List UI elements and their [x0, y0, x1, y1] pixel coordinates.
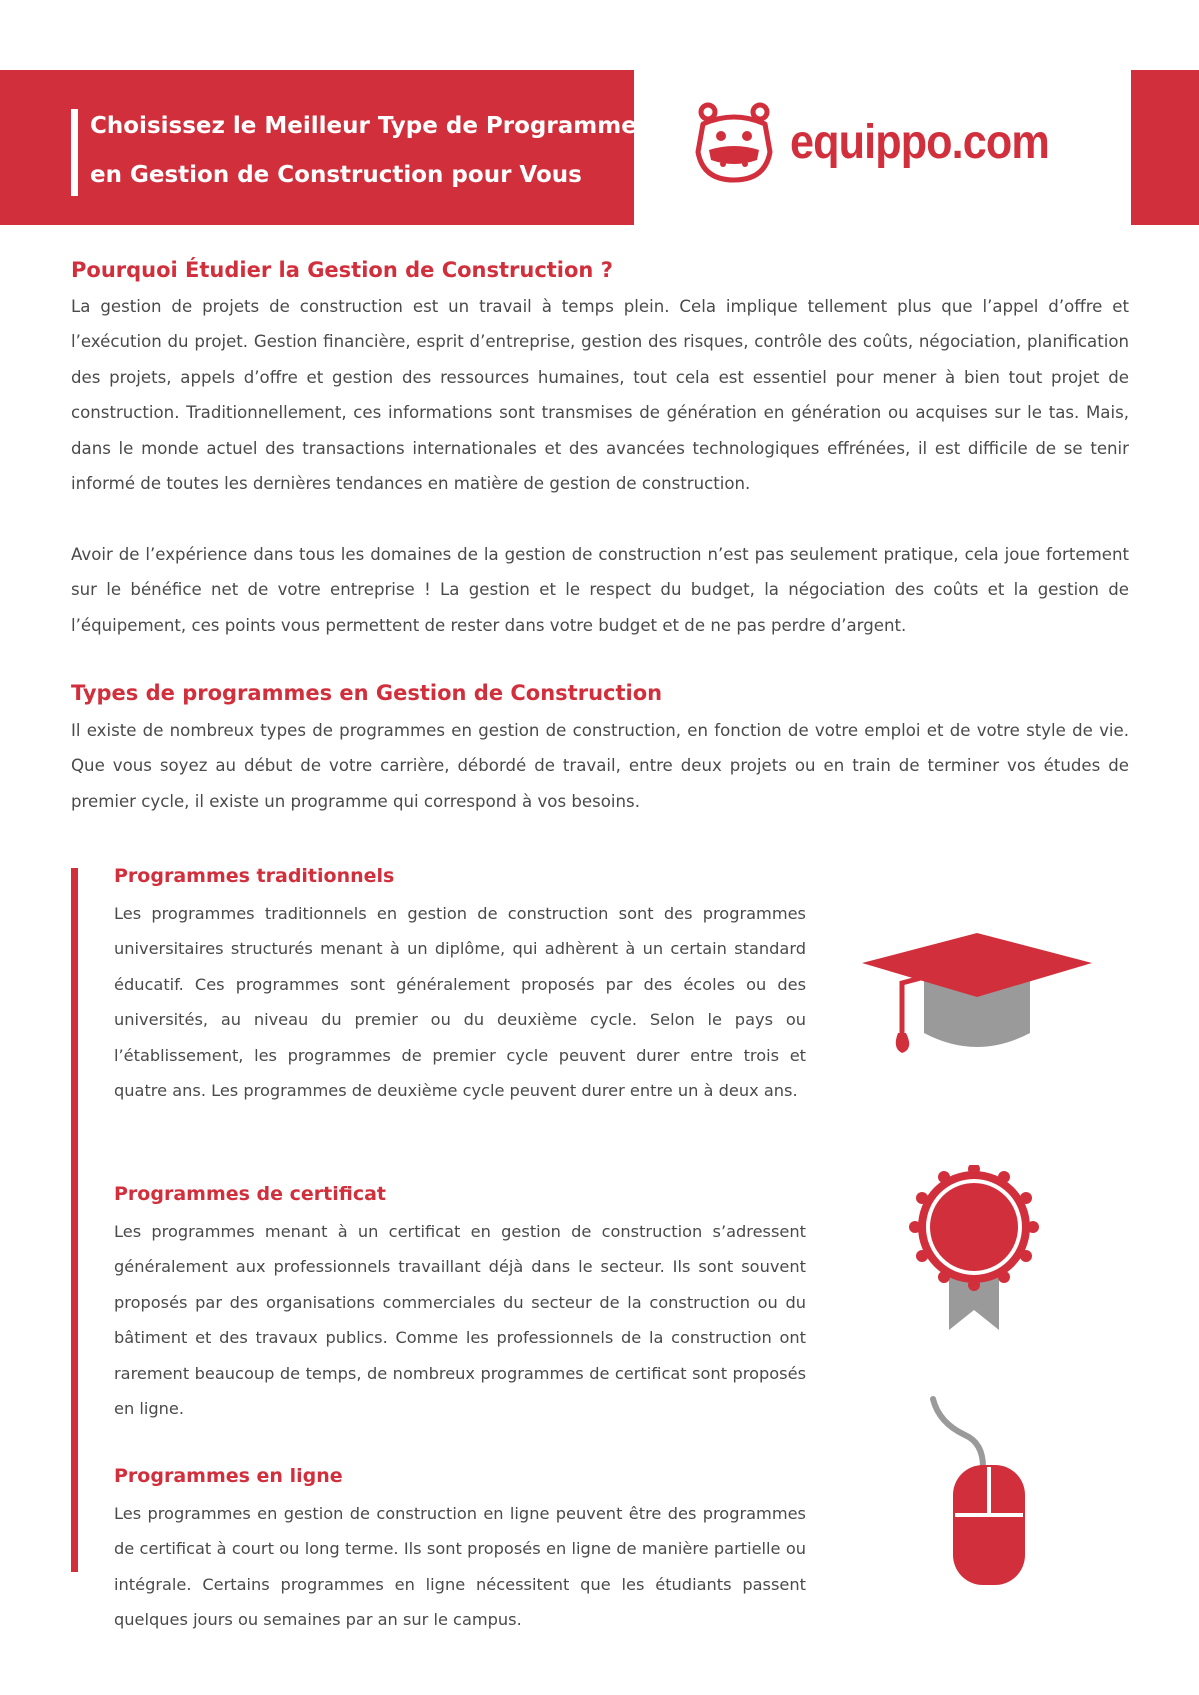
- program-heading-online: Programmes en ligne: [114, 1465, 343, 1487]
- program-heading-traditional: Programmes traditionnels: [114, 865, 395, 887]
- hippo-logo-icon: [693, 102, 775, 184]
- page-title-line2: en Gestion de Construction pour Vous: [90, 162, 582, 188]
- header-right-block: [1131, 70, 1199, 225]
- program-text-traditional: Les programmes traditionnels en gestion de construction sont des programmes universitaires structurés menant à un diplôme, qui adhèrent à un certain standard éducatif. Ces programmes sont généralement proposés par des écoles ou des universités, au niveau du premier ou du deuxième cycle. Selon le pays ou l’établissement, les programmes de premier cycle peuvent durer entre trois et quatre ans. Les programmes de deuxième cycle peuvent durer entre un à deux ans.: [114, 904, 806, 1101]
- program-text-certificate: Les programmes menant à un certificat en gestion de construction s’adressent généralement aux professionnels travaillant déjà dans le secteur. Ils sont souvent proposés par des organisations commerciales du secteur de la construction ou du bâtiment et des travaux publics. Comme les professionnels de la construction ont rarement beaucoup de temps, de nombreux programmes de certificat sont proposés en ligne.: [114, 1222, 806, 1419]
- page-title-line1: Choisissez le Meilleur Type de Programme: [90, 113, 637, 139]
- logo-text[interactable]: equippo.com: [790, 116, 1049, 169]
- paragraph-why-2: Avoir de l’expérience dans tous les domaines de la gestion de construction n’est pas seulement pratique, cela joue fortement sur le bénéfice net de votre entreprise ! La gestion et le respect du budget, la négociation des coûts et la gestion de l’équipement, ces points vous permettent de rester dans votre budget et de ne pas perdre d’argent.: [71, 545, 1129, 635]
- paragraph-types-intro: Il existe de nombreux types de programmes en gestion de construction, en fonction de votre emploi et de votre style de vie. Que vous soyez au début de votre carrière, débordé de travail, entre deux projets ou en train de terminer vos études de premier cycle, il existe un programme qui correspond à vos besoins.: [71, 721, 1129, 811]
- program-text-online: Les programmes en gestion de construction en ligne peuvent être des programmes de certificat à court ou long terme. Ils sont proposés en ligne de manière partielle ou intégrale. Certains programmes en ligne nécessitent que les étudiants passent quelques jours ou semaines par an sur le campus.: [114, 1504, 806, 1630]
- award-ribbon-icon: [909, 1165, 1039, 1335]
- program-list-rule: [71, 868, 78, 1572]
- section-heading-types: Types de programmes en Gestion de Construction: [71, 681, 663, 705]
- page-title: [90, 102, 637, 200]
- program-heading-certificate: Programmes de certificat: [114, 1183, 387, 1205]
- header-accent-bar: [71, 109, 78, 196]
- computer-mouse-icon: [925, 1395, 1035, 1595]
- section-heading-why: Pourquoi Étudier la Gestion de Construction ?: [71, 258, 613, 282]
- graduation-cap-icon: [862, 933, 1092, 1053]
- paragraph-why-1: La gestion de projets de construction est un travail à temps plein. Cela implique tellement plus que l’appel d’offre et l’exécution du projet. Gestion financière, esprit d’entreprise, gestion des risques, contrôle des coûts, négociation, planification des projets, appels d’offre et gestion des ressources humaines, tout cela est essentiel pour mener à bien tout projet de construction. Traditionnellement, ces informations sont transmises de génération en génération ou acquises sur le tas. Mais, dans le monde actuel des transactions internationales et des avancées technologiques effrénées, il est difficile de se tenir informé de toutes les dernières tendances en matière de gestion de construction.: [71, 297, 1129, 494]
